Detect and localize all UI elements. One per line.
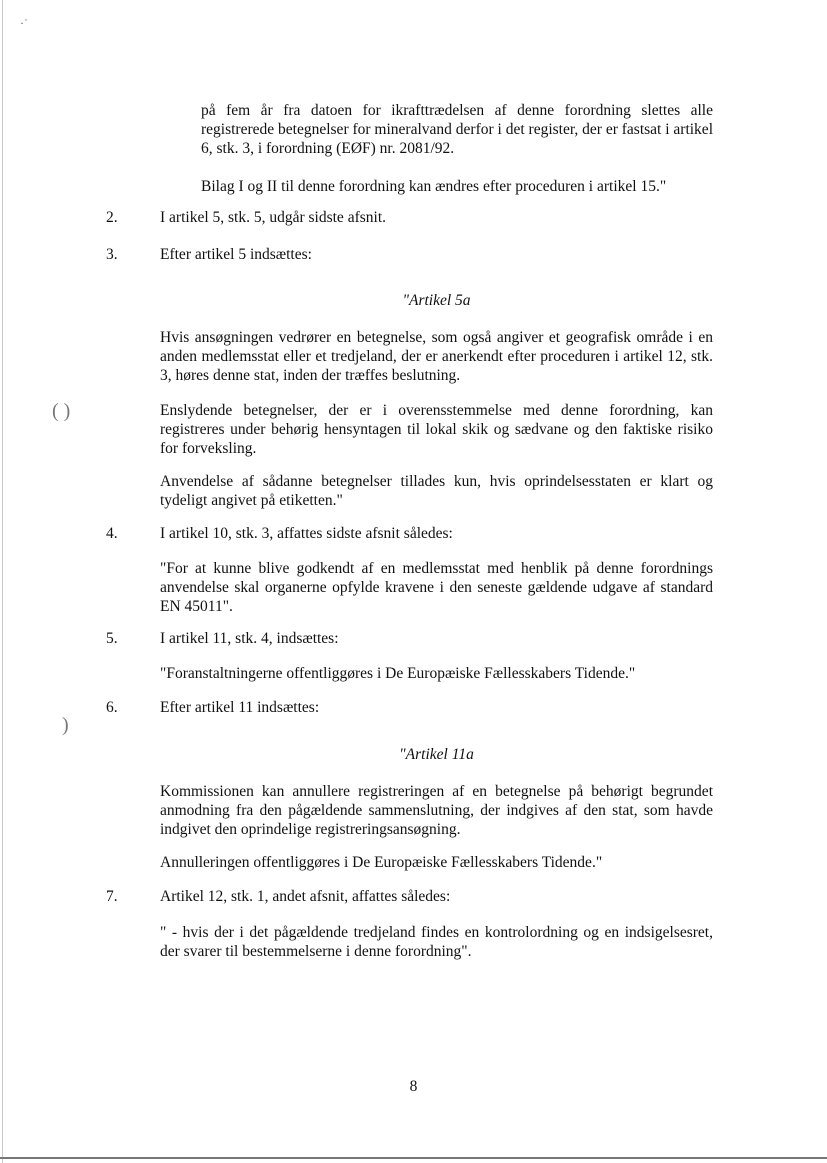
margin-mark: ( ) bbox=[52, 400, 71, 422]
item-number: 5. bbox=[106, 630, 118, 647]
scan-speck: ·˙ bbox=[20, 16, 28, 30]
article-paragraph: Anvendelse af sådanne betegnelser tillades kun, hvis oprindelsesstaten er klart og tydeligt angivet på etiketten." bbox=[160, 473, 713, 509]
quoted-text: " - hvis der i det pågældende tredjeland findes en kontrolordning og en indsigelsesret, der svarer til bestemmelserne i denne forordning". bbox=[160, 924, 713, 960]
item-text: Efter artikel 11 indsættes: bbox=[160, 699, 320, 716]
article-paragraph: Kommissionen kan annullere registreringen af en betegnelse på behørigt begrundet anmodning fra den pågældende sammenslutning, der indgives af den stat, som havde indgivet den oprindelige registreringsansøgning. bbox=[160, 783, 713, 838]
item-number: 4. bbox=[106, 525, 118, 542]
item-number: 6. bbox=[106, 699, 118, 716]
article-heading: "Artikel 11a bbox=[399, 746, 474, 763]
item-text: I artikel 10, stk. 3, affattes sidste afsnit således: bbox=[160, 525, 453, 542]
item-text: I artikel 11, stk. 4, indsættes: bbox=[160, 630, 339, 647]
scan-bottom-line bbox=[0, 1157, 827, 1159]
paragraph-continuation: på fem år fra datoen for ikrafttrædelsen af denne forordning slettes alle registrerede betegnelser for mineralvand derfor i det register, der er fastsat i artikel 6, stk. 3, i forordning (EØF) nr. 2081/92. bbox=[201, 102, 713, 157]
scan-edge-line bbox=[2, 0, 3, 1163]
item-text: I artikel 5, stk. 5, udgår sidste afsnit. bbox=[160, 209, 386, 226]
article-paragraph: Enslydende betegnelser, der er i overensstemmelse med denne forordning, kan registreres under behørig hensyntagen til lokal skik og sædvane og den faktiske risiko for forveksling. bbox=[160, 402, 713, 457]
quoted-text: "For at kunne blive godkendt af en medlemsstat med henblik på denne forordnings anvendelse skal organerne opfylde kravene i den seneste gældende udgave af standard EN 45011". bbox=[160, 560, 713, 615]
quoted-text: "Foranstaltningerne offentliggøres i De Europæiske Fællesskabers Tidende." bbox=[160, 665, 636, 682]
item-text: Efter artikel 5 indsættes: bbox=[160, 246, 312, 263]
margin-mark: ) bbox=[62, 714, 69, 736]
page-number: 8 bbox=[409, 1078, 418, 1095]
paragraph-annex-amend: Bilag I og II til denne forordning kan ændres efter proceduren i artikel 15." bbox=[201, 178, 667, 195]
item-number: 3. bbox=[106, 246, 118, 263]
item-number: 7. bbox=[106, 888, 118, 905]
item-text: Artikel 12, stk. 1, andet afsnit, affattes således: bbox=[160, 888, 451, 905]
item-number: 2. bbox=[106, 209, 118, 226]
article-paragraph: Hvis ansøgningen vedrører en betegnelse, som også angiver et geografisk område i en anden medlemsstat eller et tredjeland, der er anerkendt efter proceduren i artikel 12, stk. 3, høres denne stat, inden der træffes beslutning. bbox=[160, 329, 713, 384]
article-paragraph: Annulleringen offentliggøres i De Europæiske Fællesskabers Tidende." bbox=[160, 854, 603, 871]
article-heading: "Artikel 5a bbox=[402, 292, 471, 309]
